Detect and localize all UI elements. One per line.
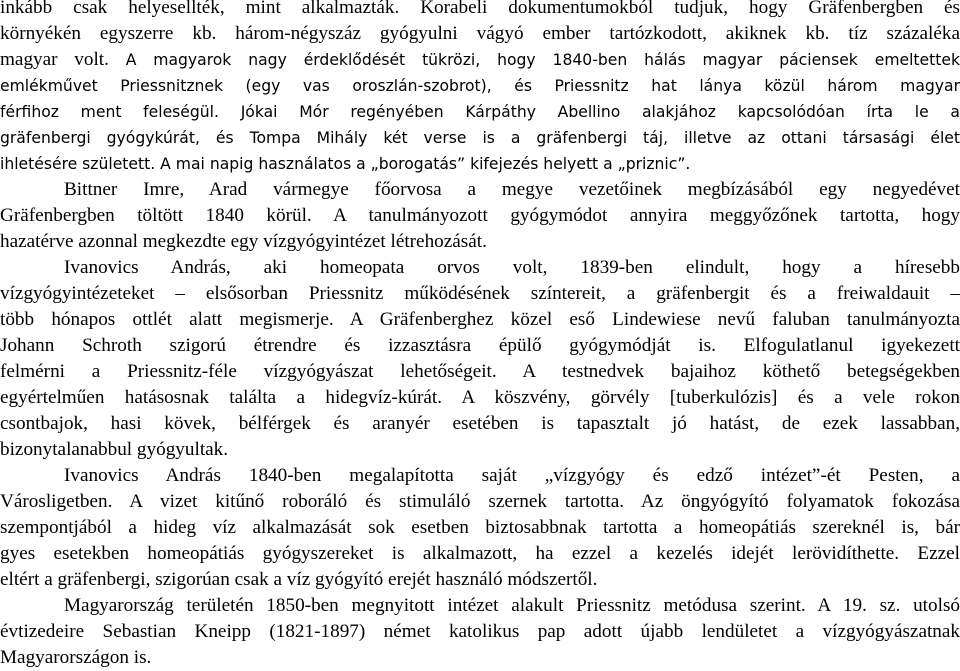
text-line	[0, 203, 960, 229]
text-line	[0, 333, 960, 359]
text-line	[0, 281, 960, 307]
text-line	[0, 567, 597, 593]
text-line	[0, 99, 960, 125]
paragraph-first-line	[64, 177, 960, 203]
text-line	[0, 125, 960, 151]
text-run: gräfenbergi gyógykúrát, és Tompa Mihály két verse is a gräfenbergi táj, illetve az ottani társasági élet	[0, 129, 960, 147]
text-line	[0, 645, 151, 671]
paragraph-first-line	[64, 593, 960, 619]
paragraph-first-line	[64, 463, 960, 489]
text-run: gyes esetekben homeopátiás gyógyszereket is alkalmazott, ha ezzel a kezelés idejét lerövidíthette. Ezzel	[0, 543, 960, 564]
paragraph-first-line	[64, 255, 960, 281]
text-run: emlékművet Priessnitznek (egy vas oroszlán-szobrot), és Priessnitz hat lánya közül három magyar	[0, 77, 960, 95]
text-run: Városligetben. A vizet kitűnő roboráló és stimuláló szernek tartotta. Az öngyógyító folyamatok fokozása	[0, 491, 960, 512]
text-run: Ivanovics András, aki homeopata orvos volt, 1839-ben elindult, hogy a híresebb	[64, 257, 960, 278]
text-line	[0, 47, 960, 73]
text-run: egyértelműen hatásosnak találta a hidegvíz-kúrát. A köszvény, görvély [tuberkulózis] és a vele rokon	[0, 387, 960, 408]
text-run: Johann Schroth szigorú étrendre és izzasztásra épülő gyógymódját is. Elfogulatlanul igyekezett	[0, 335, 960, 356]
text-run: Ivanovics András 1840-ben megalapította saját „vízgyógy és edző intézet”-ét Pesten, a	[64, 465, 960, 486]
text-run: hazatérve azonnal megkezdte egy vízgyógyintézet létrehozását.	[0, 231, 487, 252]
text-run: Bittner Imre, Arad vármegye főorvosa a megye vezetőinek megbízásából egy negyedévet	[64, 179, 960, 200]
text-run: ihletésére született. A mai napig használatos a „borogatás” kifejezés helyett a „priznic”.	[0, 155, 691, 173]
text-line	[0, 619, 960, 645]
text-line	[0, 21, 960, 47]
text-run: eltért a gräfenbergi, szigorúan csak a víz gyógyító erejét használó módszertől.	[0, 569, 598, 590]
text-run: több hónapos ottlét alatt megismerje. A Gräfenberghez közel eső Lindewiese nevű faluban tanulmányozta	[0, 309, 960, 330]
text-line	[0, 0, 960, 21]
text-line	[0, 359, 960, 385]
text-run: Magyarország területén 1850-ben megnyitott intézet alakult Priessnitz metódusa szerint. A 19. sz. utolsó	[64, 595, 960, 616]
text-run: évtizedeire Sebastian Kneipp (1821-1897) német katolikus pap adott újabb lendületet a vízgyógyászatnak	[0, 621, 960, 642]
text-line	[0, 541, 960, 567]
text-line	[0, 411, 960, 437]
text-line	[0, 515, 960, 541]
text-run: A magyarok nagy érdeklődését tükrözi, hogy 1840-ben hálás magyar páciensek emeltettek	[125, 51, 960, 69]
text-line	[0, 437, 228, 463]
text-run: vízgyógyintézeteket – elsősorban Priessnitz működésének színtereit, a gräfenbergit és a freiwaldauit –	[0, 283, 960, 304]
text-run: Gräfenbergben töltött 1840 körül. A tanulmányozott gyógymódot annyira meggyőzőnek tartotta, hogy	[0, 205, 960, 226]
text-run: magyar volt.	[0, 49, 126, 70]
text-run: férfihoz ment feleségül. Jókai Mór regényében Kárpáthy Abellino alakjához kapcsolódóan írta le a	[0, 103, 960, 121]
text-line	[0, 489, 960, 515]
text-run: környékén egyszerre kb. három-négyszáz gyógyulni vágyó ember tartózkodott, akiknek kb. tíz százaléka	[0, 23, 960, 44]
text-run: inkább csak helyesellték, mint alkalmazták. Korabeli dokumentumokból tudjuk, hogy Gräfenbergben és	[0, 0, 960, 18]
text-run: bizonytalanabbul gyógyultak.	[0, 439, 229, 460]
text-run: Magyarországon is.	[0, 647, 152, 668]
text-line	[0, 151, 690, 177]
text-run: csontbajok, hasi kövek, bélférgek és aranyér esetében is tapasztalt jó hatást, de ezek lassabban,	[0, 413, 960, 434]
text-run: szempontjából a hideg víz alkalmazását sok esetben biztosabbnak tartotta a homeopátiás szereknél is, bár	[0, 517, 960, 538]
text-line	[0, 385, 960, 411]
text-line	[0, 229, 487, 255]
text-line	[0, 73, 960, 99]
text-line	[0, 307, 960, 333]
text-run: felmérni a Priessnitz-féle vízgyógyászat lehetőségeit. A testnedvek bajaihoz köthető betegségekben	[0, 361, 960, 382]
